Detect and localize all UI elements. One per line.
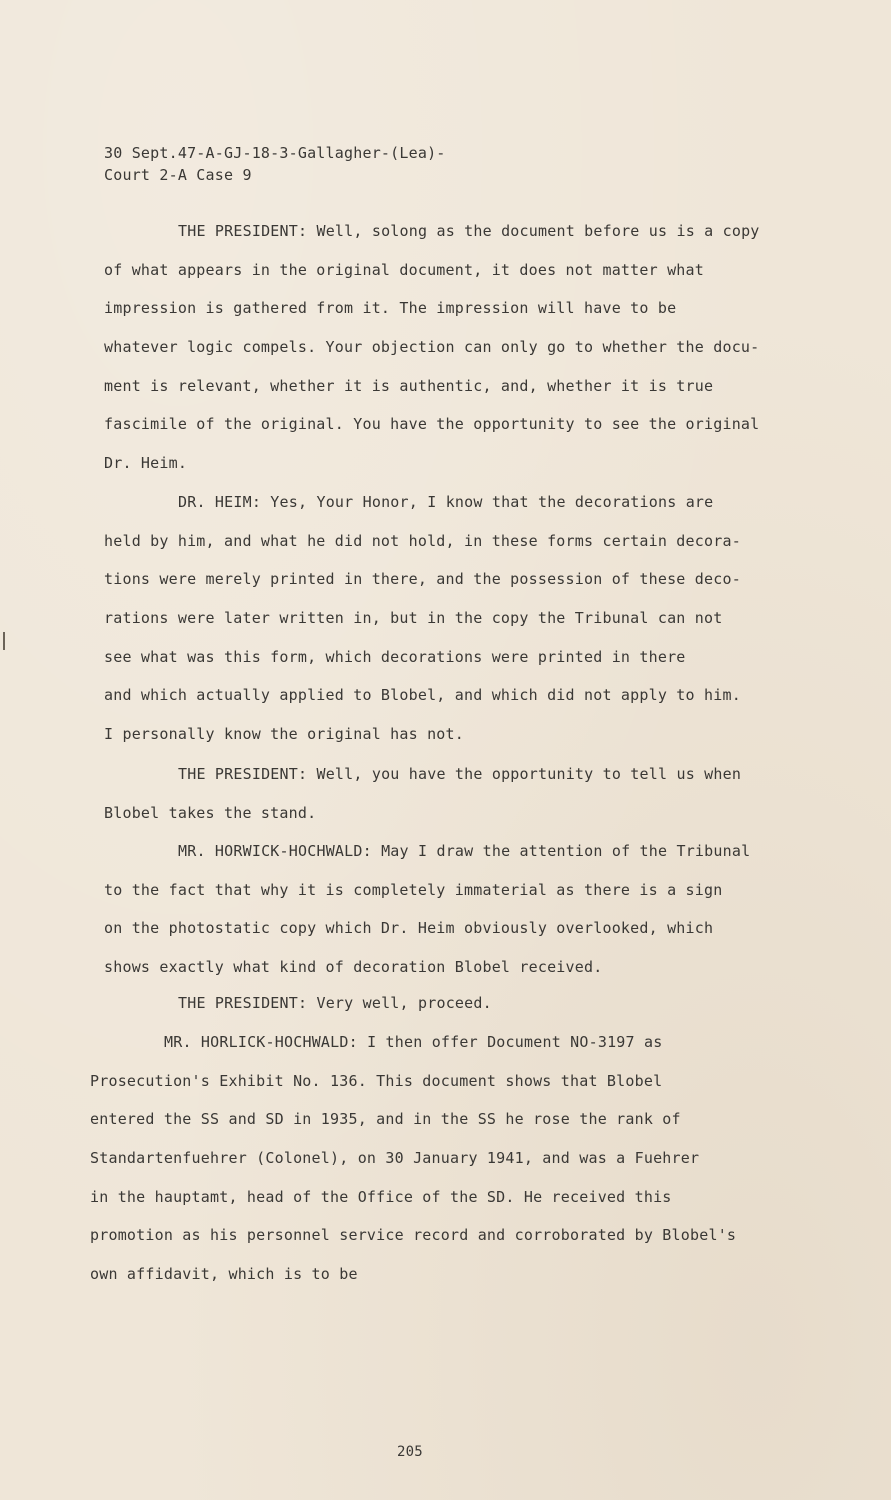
paragraph-heim bbox=[104, 483, 741, 754]
header-reference: 30 Sept.47-A-GJ-18-3-Gallagher-(Lea)- bbox=[104, 144, 446, 162]
document-header bbox=[104, 142, 446, 186]
text-line: fascimile of the original. You have the opportunity to see the original bbox=[104, 415, 760, 434]
text-line: Prosecution's Exhibit No. 136. This document shows that Blobel bbox=[90, 1071, 663, 1090]
text-line: whatever logic compels. Your objection can only go to whether the docu- bbox=[104, 338, 760, 357]
paragraph-president-2 bbox=[104, 755, 741, 832]
text-line: entered the SS and SD in 1935, and in the SS he rose the rank of bbox=[90, 1110, 681, 1129]
text-line: shows exactly what kind of decoration Blobel received. bbox=[104, 958, 603, 977]
text-line: and which actually applied to Blobel, and which did not apply to him. bbox=[104, 686, 741, 705]
text-line: ment is relevant, whether it is authentic, and, whether it is true bbox=[104, 376, 714, 395]
text-line: Dr. Heim. bbox=[104, 454, 188, 473]
paragraph-president-3 bbox=[104, 984, 492, 1023]
text-line: DR. HEIM: Yes, Your Honor, I know that the decorations are bbox=[178, 493, 714, 511]
text-line: tions were merely printed in there, and the possession of these deco- bbox=[104, 570, 741, 589]
text-line: on the photostatic copy which Dr. Heim obviously overlooked, which bbox=[104, 919, 714, 938]
text-line: MR. HORWICK-HOCHWALD: May I draw the attention of the Tribunal bbox=[178, 842, 751, 860]
paragraph-hochwald-2 bbox=[90, 1023, 736, 1294]
paragraph-hochwald-1 bbox=[104, 832, 750, 987]
text-line: Blobel takes the stand. bbox=[104, 803, 317, 822]
text-line: impression is gathered from it. The impression will have to be bbox=[104, 299, 677, 318]
text-line: own affidavit, which is to be bbox=[90, 1265, 358, 1284]
paragraph-president-1 bbox=[104, 212, 760, 483]
text-line: of what appears in the original document, it does not matter what bbox=[104, 260, 704, 279]
text-line: to the fact that why it is completely immaterial as there is a sign bbox=[104, 880, 723, 899]
text-line: rations were later written in, but in the copy the Tribunal can not bbox=[104, 609, 723, 628]
text-line: THE PRESIDENT: Well, solong as the document before us is a copy bbox=[178, 222, 760, 240]
text-line: THE PRESIDENT: Well, you have the opportunity to tell us when bbox=[178, 765, 742, 783]
text-line: see what was this form, which decorations were printed in there bbox=[104, 647, 686, 666]
binding-mark bbox=[3, 632, 5, 650]
header-court-case: Court 2-A Case 9 bbox=[104, 166, 252, 184]
text-line: in the hauptamt, head of the Office of the SD. He received this bbox=[90, 1187, 672, 1206]
text-line: I personally know the original has not. bbox=[104, 725, 464, 744]
text-line: Standartenfuehrer (Colonel), on 30 January 1941, and was a Fuehrer bbox=[90, 1149, 700, 1168]
text-line: held by him, and what he did not hold, in these forms certain decora- bbox=[104, 531, 741, 550]
page-number: 205 bbox=[397, 1444, 423, 1460]
text-line: promotion as his personnel service record and corroborated by Blobel's bbox=[90, 1226, 737, 1245]
text-line: THE PRESIDENT: Very well, proceed. bbox=[178, 994, 492, 1012]
text-line: MR. HORLICK-HOCHWALD: I then offer Document NO-3197 as bbox=[164, 1033, 663, 1051]
